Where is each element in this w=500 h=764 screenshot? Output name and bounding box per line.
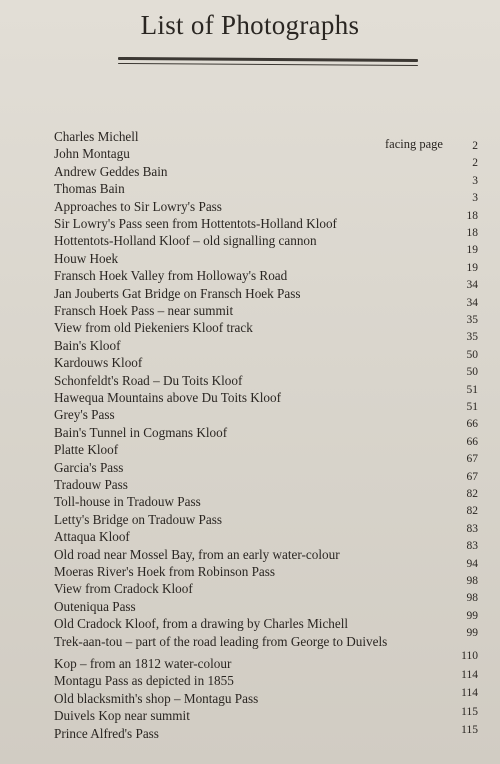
page-number: 3 bbox=[472, 174, 478, 187]
page-number: 35 bbox=[466, 331, 478, 344]
page-number: 3 bbox=[472, 192, 478, 205]
list-item: Charles Michell bbox=[54, 129, 139, 144]
page-number: 114 bbox=[461, 687, 478, 699]
list-item: Toll-house in Tradouw Pass bbox=[54, 494, 201, 510]
list-item: Attaqua Kloof bbox=[54, 529, 130, 545]
list-item: John Montagu bbox=[54, 146, 130, 162]
list-item: Grey's Pass bbox=[54, 407, 115, 423]
page-number: 83 bbox=[466, 522, 478, 535]
page-number: 99 bbox=[466, 609, 478, 622]
list-item: Fransch Hoek Valley from Holloway's Road bbox=[54, 268, 288, 284]
list-item: Kardouws Kloof bbox=[54, 355, 143, 371]
page-number: 18 bbox=[466, 209, 478, 222]
list-item: Tradouw Pass bbox=[54, 477, 128, 492]
page-number: 82 bbox=[466, 488, 478, 500]
page-title: List of Photographs bbox=[140, 10, 360, 40]
page-number: 98 bbox=[466, 575, 478, 587]
list-item: Outeniqua Pass bbox=[54, 598, 136, 614]
list-item: View from old Piekeniers Kloof track bbox=[54, 320, 253, 336]
list-item: Old blacksmith's shop – Montagu Pass bbox=[54, 690, 259, 706]
page-number: 94 bbox=[466, 557, 478, 570]
list-item: Bain's Tunnel in Cogmans Kloof bbox=[54, 424, 228, 440]
list-item: Duivels Kop near summit bbox=[54, 708, 190, 724]
list-item: Old Cradock Kloof, from a drawing by Charles Michell bbox=[54, 616, 349, 632]
list-item: Kop – from an 1812 water-colour bbox=[54, 656, 232, 671]
list-item: Platte Kloof bbox=[54, 442, 119, 458]
list-item: Old road near Mossel Bay, from an early water-colour bbox=[54, 546, 340, 562]
list-item: View from Cradock Kloof bbox=[54, 581, 193, 597]
list-item: Approaches to Sir Lowry's Pass bbox=[54, 198, 222, 214]
page-number: 51 bbox=[466, 401, 478, 413]
page-number: 114 bbox=[461, 668, 478, 681]
page-number: 110 bbox=[461, 650, 478, 662]
page-number: 115 bbox=[461, 724, 478, 736]
page-number: 34 bbox=[466, 279, 478, 292]
page-number: 83 bbox=[466, 540, 478, 553]
page-number: 50 bbox=[466, 348, 478, 361]
list-item: Andrew Geddes Bain bbox=[54, 163, 168, 179]
list-item: Moeras River's Hoek from Robinson Pass bbox=[54, 564, 276, 579]
list-item: Schonfeldt's Road – Du Toits Kloof bbox=[54, 372, 243, 388]
list-item: Houw Hoek bbox=[54, 250, 119, 266]
list-item: Jan Jouberts Gat Bridge on Fransch Hoek Pass bbox=[54, 285, 301, 301]
page-number: 67 bbox=[466, 453, 478, 466]
page-number: 115 bbox=[461, 705, 478, 718]
page-number: 82 bbox=[466, 505, 478, 518]
list-item: Bain's Kloof bbox=[54, 337, 121, 353]
facing-page-label: facing page bbox=[385, 137, 443, 151]
page-number: 51 bbox=[466, 383, 478, 396]
list-item: Letty's Bridge on Tradouw Pass bbox=[54, 511, 222, 527]
list-item: Fransch Hoek Pass – near summit bbox=[54, 303, 234, 318]
page-number: 66 bbox=[466, 435, 478, 448]
list-item: Trek-aan-tou – part of the road leading from George to Duivels bbox=[54, 633, 388, 649]
list-item: Hottentots-Holland Kloof – old signalling cannon bbox=[54, 233, 317, 249]
page-number: 35 bbox=[466, 314, 478, 326]
page-number: 99 bbox=[466, 627, 478, 640]
page-number: 98 bbox=[466, 592, 478, 605]
list-item: Montagu Pass as depicted in 1855 bbox=[54, 673, 234, 689]
list-item: Garcia's Pass bbox=[54, 459, 124, 475]
list-item: Prince Alfred's Pass bbox=[54, 725, 159, 741]
page-number: 19 bbox=[466, 261, 478, 274]
list-item: Thomas Bain bbox=[54, 181, 125, 197]
page-number: 18 bbox=[466, 227, 478, 239]
page-number: 50 bbox=[466, 366, 478, 379]
page-number: 34 bbox=[466, 296, 478, 309]
page-number: 2 bbox=[472, 157, 478, 170]
page-number: 19 bbox=[466, 244, 478, 257]
page-number: 67 bbox=[466, 470, 478, 483]
list-item: Sir Lowry's Pass seen from Hottentots-Holland Kloof bbox=[54, 216, 337, 231]
page-number: 2 bbox=[472, 140, 478, 152]
list-item: Hawequa Mountains above Du Toits Kloof bbox=[54, 390, 282, 405]
page-number: 66 bbox=[466, 418, 478, 431]
